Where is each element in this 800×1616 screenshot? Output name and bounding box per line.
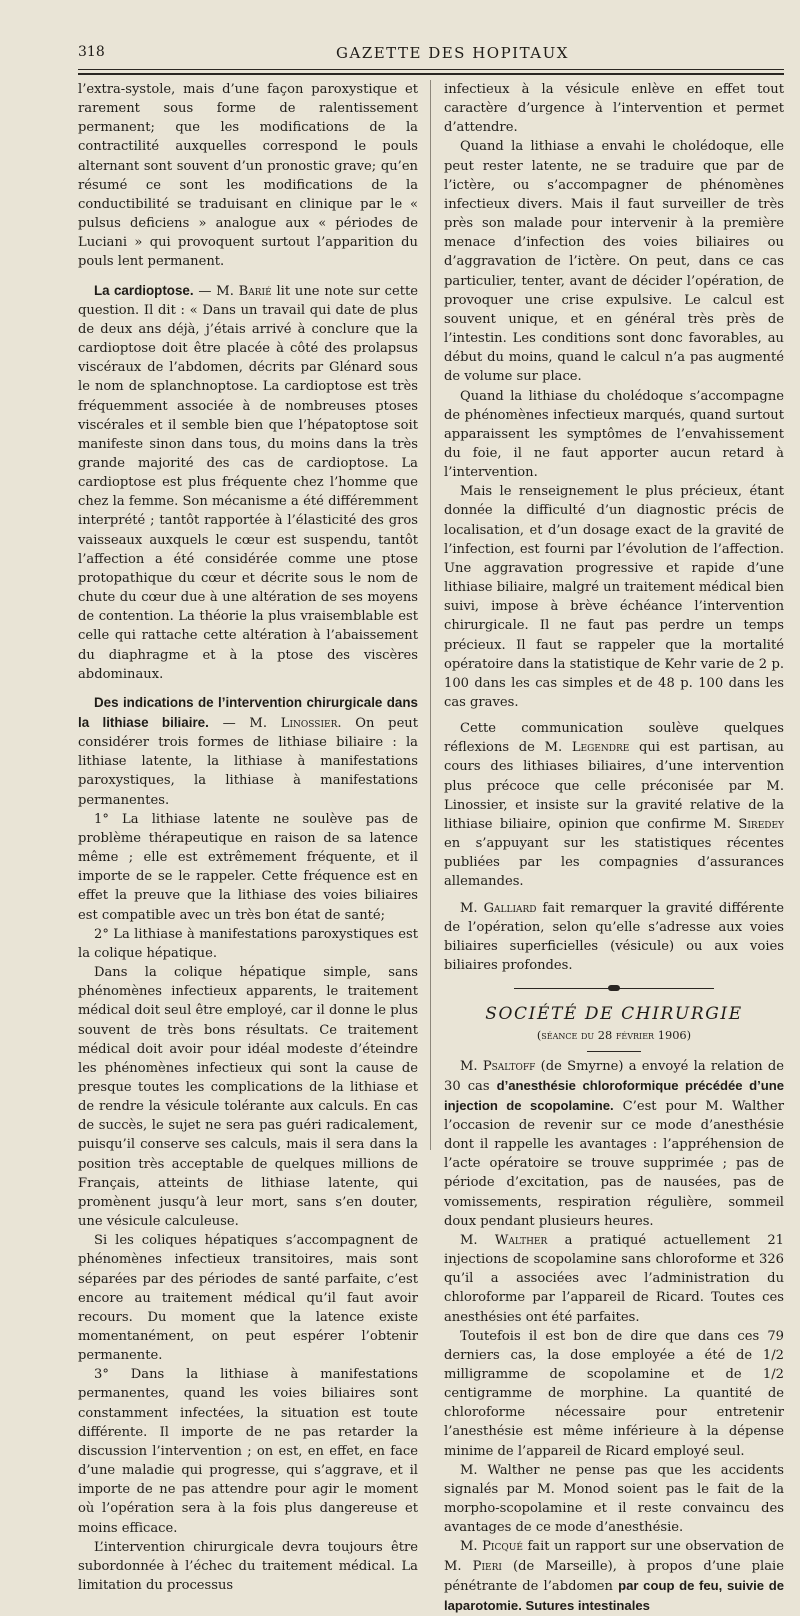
paragraph: Si les coliques hépatiques s’accompagnent de phénomènes infectieux transitoires, mais sont séparées par des périodes de santé parfaite, c’est encore au traitement médical qu’il faut avoir recours. Du moment que la latence existe momentanément, on peut espérer l’obtenir permanente.: [78, 1233, 418, 1364]
paragraph: 1° La lithiase latente ne soulève pas de problème thérapeutique en raison de sa latence même ; elle est extrêmement fréquente, et il importe de se le rappeler. Cette fréquence est en effet la preuve que la lithiase des voies biliaires est compatible avec un très bon état de santé;: [78, 811, 418, 923]
paragraph: M. Psaltoff (de Smyrne) a envoyé la relation de 30 cas d’anesthésie chloroformique précédée d’une injection de scopolamine. C’est pour M. Walther l’occasion de revenir sur ce mode d’anesthésie dont il rappelle les avantages : l’appréhension de l’acte opératoire se trouve supprimée ; pas de période d’excitation, pas de nausées, pas de vomissements, respiration régulière, sommeil doux pendant plusieurs heures.: [444, 1058, 785, 1229]
page-number: 318: [78, 44, 105, 60]
paragraph: Dans la colique hépatique simple, sans phénomènes infectieux apparents, le traitement médical doit seul être employé, car il donne le plus souvent de très bons résultats. Ce traitement médical doit avoir pour idéal modeste d’éteindre les phénomènes infectieux qui sont la cause de presque toutes les complications de la lithiase et de rendre la vésicule tolérante aux calculs. En cas de succès, le sujet ne sera pas guéri radicalement, puisqu’il conserve ses calculs, mais il sera dans la position très acceptable de quelques millions de Français, atteints de lithiase latente, qui promènent jusqu’à leur mort, sans s’en douter, une vésicule calculeuse.: [78, 965, 418, 1230]
journal-title: GAZETTE DES HOPITAUX: [336, 44, 569, 62]
paragraph: Quand la lithiase a envahi le cholédoque, elle peut rester latente, ne se traduire que par de l’ictère, ou s’accompagner de phénomènes infectieux divers. Mais il faut surveiller de très près son malade pour intervenir à la première menace d’infection des voies biliaires ou d’aggravation de l’ictère. On peut, dans ce cas particulier, tenter, avant de décider l’opération, de provoquer une crise expulsive. Le calcul est souvent unique, et en général très près de l’intestin. Les conditions sont donc favorables, au début du moins, quand le calcul n’a pas augmenté de volume sur place.: [444, 139, 784, 385]
paragraph: M. Galliard fait remarquer la gravité différente de l’opération, selon qu’elle s’adresse aux voies biliaires superficielles (vésicule) ou aux voies biliaires profondes.: [444, 900, 784, 974]
section-title: SOCIÉTÉ DE CHIRURGIE: [485, 1004, 743, 1025]
paragraph: l’extra-systole, mais d’une façon paroxystique et rarement sous forme de ralentissement permanent; que les modifications de la contractilité auxquelles correspond le pouls alternant sont souvent d’un pronostic grave; qu’en résumé ce sont les modifications de la conductibilité se traduisant en clinique par le « pulsus deficiens » analogue aux « périodes de Luciani » qui provoquent surtout l’apparition du pouls lent permanent.: [78, 82, 418, 270]
right-column: [444, 80, 784, 1616]
column-divider: [430, 80, 431, 1150]
bold-topic: par coup de feu, suivie de laparotomie. Sutures intestinales: [444, 1577, 784, 1613]
section-heading: Des indications de l’intervention chirurgicale dans la lithiase biliaire.: [78, 694, 418, 730]
ornamental-rule: [444, 981, 784, 995]
short-rule: [587, 1051, 641, 1052]
author-name: Galliard: [483, 900, 537, 916]
paragraph: 2° La lithiase à manifestations paroxystiques est la colique hépatique.: [78, 926, 418, 961]
page-header: [78, 44, 788, 66]
author-name: Picqué: [482, 1539, 523, 1555]
author-name: Legendre: [571, 740, 630, 756]
paragraph: Mais le renseignement le plus précieux, étant donnée la difficulté d’un diagnostic précis de localisation, et d’un dosage exact de la gravité de l’infection, est fourni par l’évolution de l’affection. Une aggravation progressive et rapide d’une lithiase biliaire, malgré un traitement médical bien suivi, impose à brève échéance l’intervention chirurgicale. Il ne faut pas perdre un temps précieux. Il faut se rappeler que la mortalité opératoire dans la statistique de Kehr varie de 2 p. 100 dans les cas simples et de 48 p. 100 dans les cas graves.: [444, 484, 784, 710]
author-name: Walther: [494, 1232, 548, 1248]
paragraph: Cette communication soulève quelques réflexions de M. Legendre qui est partisan, au cours des lithiases biliaires, d’une intervention plus précoce que celle préconisée par M. Linossier, et insiste sur la gravité relative de la lithiase biliaire, opinion que confirme M. Siredey en s’appuyant sur les statistiques récentes publiées par les compagnies d’assurances allemandes.: [444, 721, 784, 890]
session-date: (séance du 28 février 1906): [536, 1028, 692, 1043]
paragraph-cardioptose: La cardioptose. — M. Barié lit une note sur cette question. Il dit : « Dans un travail qui date de plus de deux ans déjà, j’étais arrivé à conclure que la cardioptose doit être placée à côté des prolapsus viscéraux de l’abdomen, décrits par Glénard sous le nom de splanchnoptose. La cardioptose est très fréquemment associée à de nombreuses ptoses viscérales et il semble bien que l’hépatoptose soit manifeste sinon dans tous, du moins dans la très grande majorité des cas de cardioptose. La cardioptose est plus fréquente chez l’homme que chez la femme. Son mécanisme a été différemment interprété ; tantôt rapportée à l’élasticité des gros vaisseaux auxquels le cœur est suspendu, tantôt l’affection a été considérée comme une ptose protopathique du cœur et décrite sous le nom de chute du cœur due à une altération de ses moyens de contention. La théorie la plus vraisemblable est celle qui rattache cette altération à l’abaissement du diaphragme et à la ptose des viscères abdominaux.: [78, 282, 419, 682]
paragraph: Toutefois il est bon de dire que dans ces 79 derniers cas, la dose employée a été de 1/2 milligramme de scopolamine et de 1/2 centigramme de morphine. La quantité de chloroforme nécessaire pour entretenir l’anesthésie est même inférieure à la dépense minime de l’appareil de Ricard employé seul.: [444, 1328, 784, 1459]
header-rule-thin: [78, 69, 784, 70]
author-name: Pieri: [472, 1558, 502, 1574]
paragraph: M. Picqué fait un rapport sur une observation de M. Pieri (de Marseille), à propos d’une plaie pénétrante de l’abdomen par coup de feu, suivie de laparotomie. Sutures intestinales: [444, 1539, 784, 1613]
paragraph: M. Walther ne pense pas que les accidents signalés par M. Monod soient pas le fait de la morpho-scopolamine et il reste convaincu des avantages de ce mode d’anesthésie.: [444, 1462, 784, 1536]
author-name: Barié: [238, 283, 272, 299]
paragraph: Quand la lithiase du cholédoque s’accompagne de phénomènes infectieux marqués, quand surtout apparaissent les symptômes de l’envahissement du foie, il ne faut apporter aucun retard à l’intervention.: [444, 388, 784, 481]
header-rule-thick: [78, 73, 784, 75]
bold-topic: d’anesthésie chloroformique précédée d’une injection de scopolamine.: [444, 1077, 784, 1113]
left-column: [78, 80, 418, 1595]
author-name: Psaltoff: [482, 1058, 536, 1074]
paragraph: infectieux à la vésicule enlève en effet tout caractère d’urgence à l’intervention et permet d’attendre.: [444, 82, 784, 136]
paragraph-indications: Des indications de l’intervention chirurgicale dans la lithiase biliaire. — M. Linossier. On peut considérer trois formes de lithiase biliaire : la lithiase latente, la lithiase à manifestations paroxystiques, la lithiase à manifestations permanentes.: [78, 694, 419, 808]
author-name: Linossier: [280, 716, 338, 731]
paragraph: L’intervention chirurgicale devra toujours être subordonnée à l’échec du traitement médical. La limitation du processus: [78, 1539, 418, 1594]
paragraph: 3° Dans la lithiase à manifestations permanentes, quand les voies biliaires sont constamment infectées, la situation est toute différente. Il importe de ne pas retarder la discussion l’intervention ; on est, en effet, en face d’une maladie qui progresse, qui s’aggrave, et il importe de ne pas attendre pour agir le moment où l’opération sera à la fois plus dangereuse et moins efficace.: [78, 1367, 418, 1536]
paragraph: M. Walther a pratiqué actuellement 21 injections de scopolamine sans chloroforme et 326 qu’il a associées avec l’administration du chloroforme par l’appareil de Ricard. Toutes ces anesthésies ont été parfaites.: [444, 1232, 784, 1325]
section-heading: La cardioptose.: [94, 282, 194, 298]
author-name: Siredey: [738, 816, 784, 832]
